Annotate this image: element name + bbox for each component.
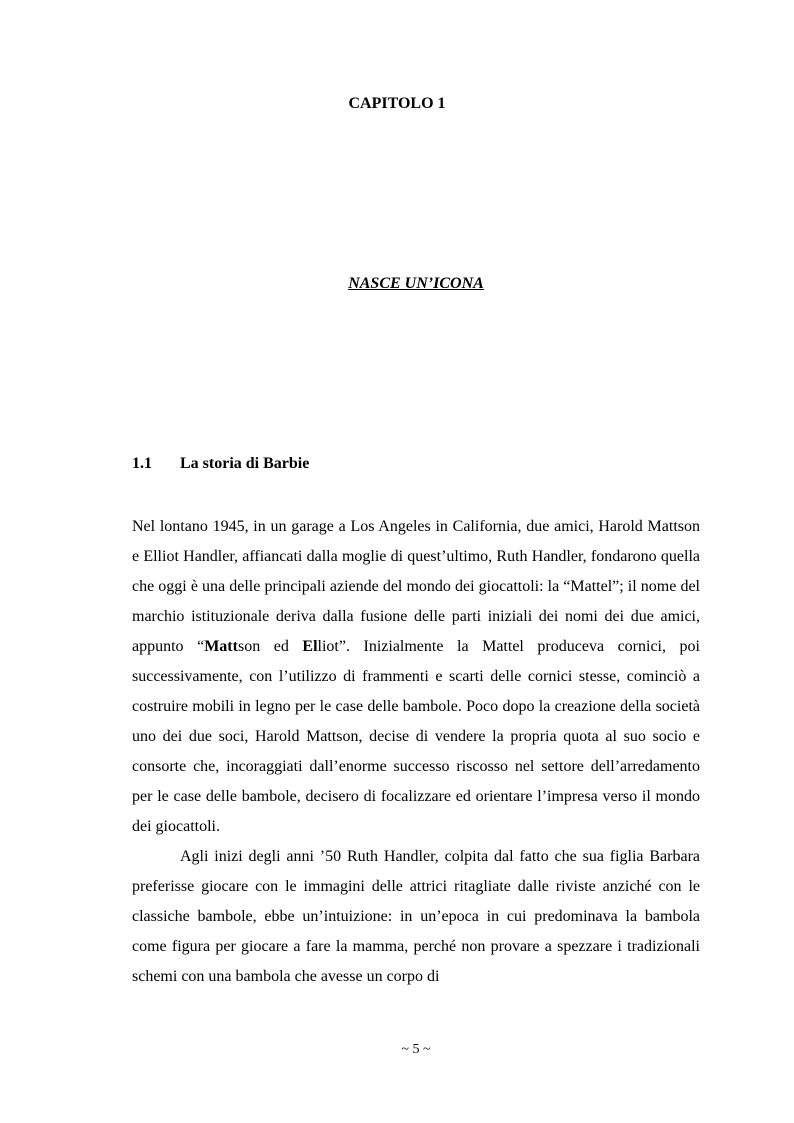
paragraph-1-bold-matt: Matt <box>204 638 238 655</box>
body-text <box>132 512 700 992</box>
paragraph-1-text-a: Nel lontano 1945, in un garage a Los Angeles in California, due amici, Harold Mattson e Elliot Handler, affiancati dalla moglie di quest’ultimo, Ruth Handler, fondarono quella che oggi è una delle principali aziende del mondo dei giocattoli: la “Mattel”; il nome del marchio istituzionale deriva dalla fusione delle parti iniziali dei nomi dei due amici, appunto “ <box>132 518 700 655</box>
chapter-subtitle: NASCE UN’ICONA <box>348 275 484 292</box>
section-heading <box>132 455 309 473</box>
paragraph-1-text-c: liot”. Inizialmente la Mattel produceva cornici, poi successivamente, con l’utilizzo di frammenti e scarti delle cornici stesse, cominciò a costruire mobili in legno per le case delle bambole. Poco dopo la creazione della società uno dei due soci, Harold Mattson, decise di vendere la propria quota al suo socio e consorte che, incoraggiati dall’enorme successo riscosso nel settore dell’arredamento per le case delle bambole, decisero di focalizzare ed orientare l’impresa verso il mondo dei giocattoli. <box>132 638 700 835</box>
paragraph-1-text-b: son ed <box>237 638 303 655</box>
paragraph-1 <box>132 512 700 842</box>
paragraph-1-bold-el: El <box>302 638 318 655</box>
paragraph-2: Agli inizi degli anni ’50 Ruth Handler, colpita dal fatto che sua figlia Barbara preferisse giocare con le immagini delle attrici ritagliate dalle riviste anziché con le classiche bambole, ebbe un’intuizione: in un’epoca in cui predominava la bambola come figura per giocare a fare la mamma, perché non provare a spezzare i tradizionali schemi con una bambola che avesse un corpo di <box>132 848 700 985</box>
page-number: ~ 5 ~ <box>401 1042 431 1057</box>
chapter-title: CAPITOLO 1 <box>348 95 446 112</box>
section-title: La storia di Barbie <box>180 455 310 472</box>
section-number: 1.1 <box>132 455 152 472</box>
